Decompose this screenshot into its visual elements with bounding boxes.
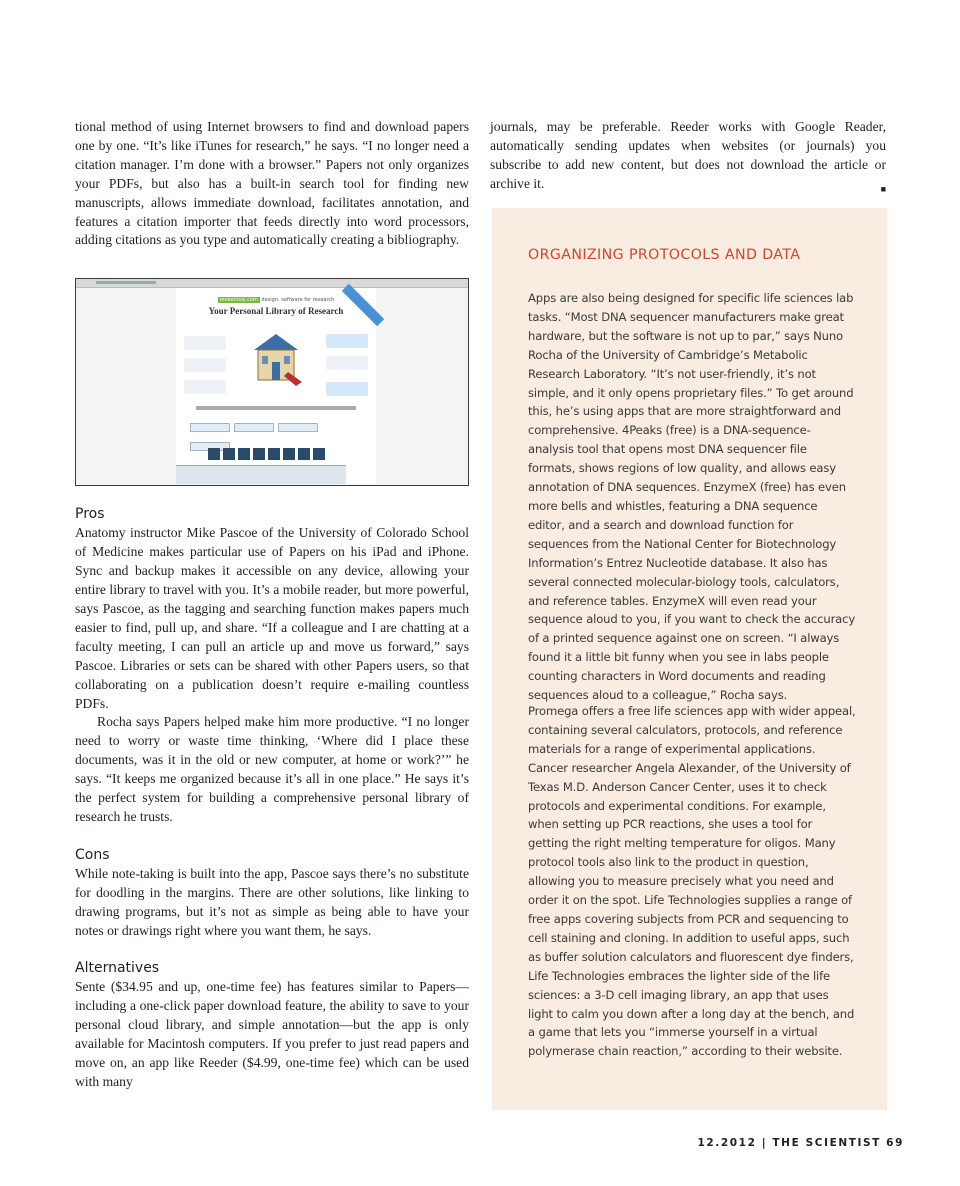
feature-note xyxy=(184,380,226,394)
sidebar-box xyxy=(492,208,887,1110)
alternatives-paragraph: Sente ($34.95 and up, one-time fee) has features similar to Papers—including a one-click paper download feature, the ability to save to your personal cloud library, and simple annotation—but the app is only available for Macintosh computers. If you prefer to just read papers and move on, an app like Reeder ($4.99, one-time fee) which can be used with many xyxy=(75,979,469,1089)
url-bar xyxy=(96,281,156,284)
feature-note xyxy=(326,356,368,370)
site-brand: mekentosj.com design. software for research xyxy=(219,297,335,304)
pros-paragraph-2: Rocha says Papers helped make him more productive. “I no longer need to worry or waste time thinking, ‘Where did I place these documents, was it in the old or new computer, at home or work?’” he says. “It keeps me organized because it’s all in one place.” He says it’s the perfect system for building a comprehensive personal library of research he trusts. xyxy=(75,714,469,824)
download-buttons xyxy=(190,419,362,428)
page-folio: 12.2012 | THE SCIENTIST 69 xyxy=(697,1137,904,1149)
feature-note xyxy=(326,382,368,396)
sidebar-title: ORGANIZING PROTOCOLS AND DATA xyxy=(528,247,801,263)
left-column xyxy=(75,118,469,1092)
thumbnail-row xyxy=(208,447,328,466)
site-subtitle xyxy=(176,314,376,333)
cons-heading: Cons xyxy=(75,846,110,863)
site-title: Your Personal Library of Research xyxy=(208,306,344,317)
right-top-paragraph: journals, may be preferable. Reeder works with Google Reader, automatically sending updates when websites (or journals) you subscribe to add new content, but does not download the article or archive it. ■ xyxy=(490,118,886,194)
intro-paragraph: tional method of using Internet browsers to find and download papers one by one. “It’s like iTunes for research,” he says. “I no longer need a citation manager. I’m done with a browser.” Papers not only organizes your PDFs, but also has a built-in search tool for finding new manuscripts, allows immediate download, facilitates annotation, and features a citation importer that feeds directly into word processors, adding citations as you type and automatically creating a bibliography. xyxy=(75,119,469,248)
papers-app-screenshot xyxy=(75,278,469,486)
feature-note xyxy=(326,334,368,348)
pros-heading: Pros xyxy=(75,506,105,523)
feature-note xyxy=(184,358,226,372)
sidebar-paragraph-1: Apps are also being designed for specific life sciences lab tasks. “Most DNA sequencer manufacturers make great hardware, but the software is not up to par,” says Nuno Rocha of the University of Cambridge’s Metabolic Research Laboratory. “It’s not user-friendly, it’s not simple, and it only opens proprietary files.” To get around this, he’s using apps that are more straightforward and comprehensive. 4Peaks (free) is a DNA-sequence-analysis tool that opens most DNA sequencer file formats, shows regions of low quality, and allows easy annotation of DNA sequences. EnzymeX (free) has even more bells and whistles, featuring a DNA sequence editor, and a search and download function for sequences from the National Center for Biotechnology Information’s Entrez Nucleotide database. It also has several connected molecular-biology tools, calculators, and reference tables. EnzymeX will even read your sequence aloud to you, if you want to check the accuracy of a printed sequence against one on screen. “I always found it a little bit funny when you see in labs people counting characters in Word documents and reading sequences aloud to a colleague,” Rocha says. xyxy=(528,291,856,703)
browser-toolbar xyxy=(76,279,468,288)
library-building-icon xyxy=(248,332,304,388)
cons-paragraph: While note-taking is built into the app, Pascoe says there’s no substitute for doodling in the margins. There are other solutions, like linking to drawing programs, but it’s not as simple as being able to have your notes or drawings right where you want them, he says. xyxy=(75,865,469,938)
sidebar-paragraph-2: Promega offers a free life sciences app with wider appeal, containing several calculators, protocols, and reference materials for a range of experimental applications. Cancer researcher Angela Alexander, of the University of Texas M.D. Anderson Cancer Center, uses it to check protocols and experimental conditions. For example, when setting up PCR reactions, she uses a tool for getting the right melting temperature for oligos. Many protocol tools also link to the product in question, allowing you to measure precisely what you need and order it on the spot. Life Technologies supplies a range of free apps covering subjects from PCR and sequencing to cell staining and cloning. In addition to useful apps, such as buffer solution calculators and fluorescent dye finders, Life Technologies embraces the lighter side of the life sciences: a 3-D cell imaging library, an app that uses light to calm you down after a long day at the bench, and a game that lets you “immerse yourself in a virtual polymerase chain reaction,” according to their website. xyxy=(528,704,856,1059)
testimonial-quote xyxy=(196,406,356,410)
right-column-top xyxy=(490,118,886,199)
app-window-preview xyxy=(176,465,346,484)
feature-note xyxy=(184,336,226,350)
end-mark-icon: ■ xyxy=(880,183,886,194)
pros-paragraph-1: Anatomy instructor Mike Pascoe of the University of Colorado School of Medicine makes particular use of Papers on his iPad and iPhone. Sync and backup makes it accessible on any device, allowing your entire library to travel with you. It’s a mobile reader, but more powerful, says Pascoe, as the tagging and searching function makes papers much easier to find, pull up, and share. “If a colleague and I are chatting at a faculty meeting, I can pull an article up and move us forward,” says Pascoe. Libraries or sets can be shared with other Papers users, so that collaborating on a publication doesn’t require e-mailing countless PDFs. xyxy=(75,525,469,711)
alternatives-heading: Alternatives xyxy=(75,960,160,977)
website-page xyxy=(176,288,376,484)
